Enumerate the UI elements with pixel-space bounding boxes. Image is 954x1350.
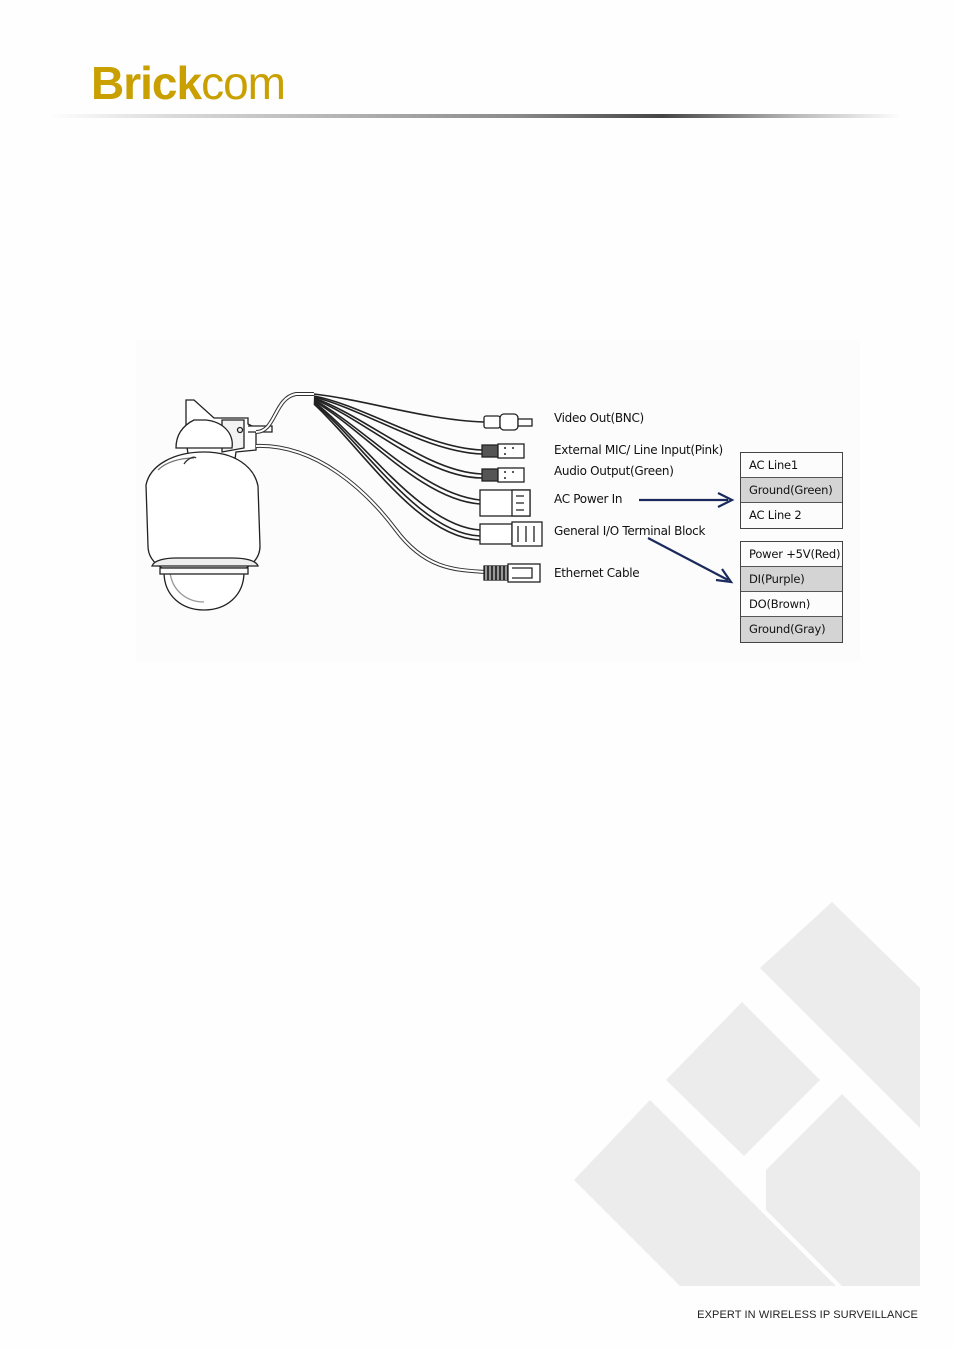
pin-row: Ground(Gray) [741, 617, 842, 642]
cable-label-ac-power: AC Power In [554, 492, 623, 506]
logo-light-text: com [201, 57, 285, 109]
pin-row: Ground(Green) [741, 478, 842, 503]
pin-row: AC Line 2 [749, 508, 802, 522]
header-divider [50, 114, 900, 118]
pin-row: DO(Brown) [741, 592, 842, 617]
camera-cable-diagram [136, 340, 860, 662]
footer-tagline: EXPERT IN WIRELESS IP SURVEILLANCE [697, 1309, 918, 1321]
cable-label-video-out: Video Out(BNC) [554, 411, 644, 425]
logo-bold-text: Brick [91, 57, 202, 109]
cable-label-mic-input: External MIC/ Line Input(Pink) [554, 443, 723, 457]
io-pin-table [740, 541, 843, 643]
pin-row: Power +5V(Red) [741, 542, 842, 567]
pin-row: AC Line1 [741, 453, 842, 478]
ac-power-pin-table [740, 452, 843, 529]
brickcom-logo [91, 57, 285, 109]
cable-label-ethernet: Ethernet Cable [554, 566, 640, 580]
cable-label-audio-output: Audio Output(Green) [554, 464, 674, 478]
cable-label-io-terminal: General I/O Terminal Block [554, 524, 706, 538]
pin-row: DI(Purple) [741, 567, 842, 592]
